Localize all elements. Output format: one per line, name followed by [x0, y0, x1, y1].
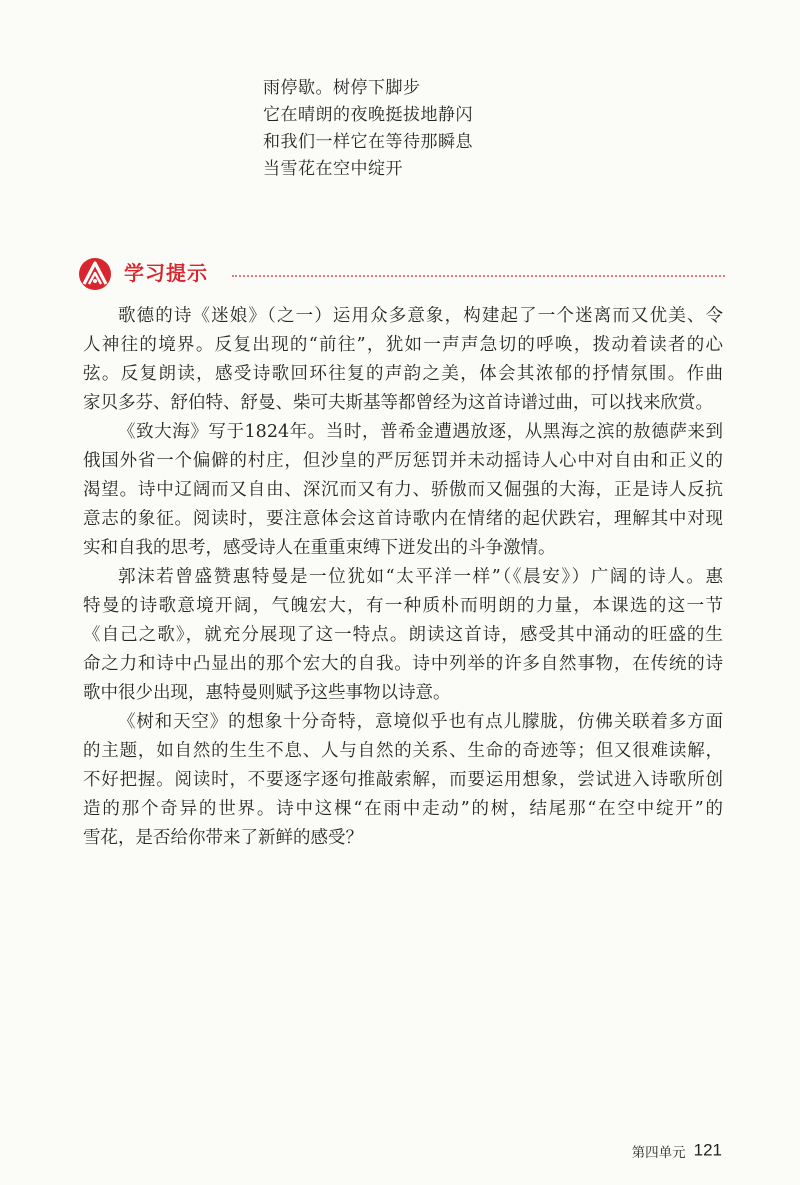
poem-line: 当雪花在空中绽开 [263, 159, 403, 179]
unit-label: 第四单元 [631, 1144, 686, 1161]
text-line: 特曼的诗歌意境开阔，气魄宏大，有一种质朴而明朗的力量，本课选的这一节 [83, 596, 723, 616]
text-line: 俄国外省一个偏僻的村庄，但沙皇的严厉惩罚并未动摇诗人心中对自由和正义的 [83, 451, 723, 471]
section-header [76, 254, 726, 292]
text-line: 郭沫若曾盛赞惠特曼是一位犹如“太平洋一样”（《晨安》）广阔的诗人。惠 [118, 567, 723, 587]
paragraph [83, 418, 723, 563]
text-line: 《致大海》写于1824年。当时，普希金遭遇放逐，从黑海之滨的敖德萨来到 [118, 422, 723, 442]
poem-line: 雨停歇。树停下脚步 [263, 78, 421, 98]
text-line: 家贝多芬、舒伯特、舒曼、柴可夫斯基等都曾经为这首诗谱过曲，可以找来欣赏。 [83, 393, 713, 413]
poem-line: 和我们一样它在等待那瞬息 [263, 132, 473, 152]
text-line: 渴望。诗中辽阔而又自由、深沉而又有力、骄傲而又倔强的大海，正是诗人反抗 [83, 480, 723, 500]
page-footer [632, 1140, 722, 1164]
text-line: 歌中很少出现，惠特曼则赋予这些事物以诗意。 [83, 683, 451, 703]
text-line: 命之力和诗中凸显出的那个宏大的自我。诗中列举的许多自然事物，在传统的诗 [83, 654, 723, 674]
text-line: 雪花，是否给你带来了新鲜的感受？ [83, 828, 363, 848]
text-line: 歌德的诗《迷娘》（之一）运用众多意象，构建起了一个迷离而又优美、令 [118, 306, 723, 326]
text-line: 人神往的境界。反复出现的“前往”，犹如一声声急切的呼唤，拨动着读者的心 [83, 335, 723, 355]
text-line: 实和自我的思考，感受诗人在重重束缚下迸发出的斗争激情。 [83, 538, 556, 558]
poem-excerpt [263, 75, 473, 183]
poem-line: 它在晴朗的夜晚挺拔地静闪 [263, 105, 473, 125]
study-tips-text [83, 302, 723, 853]
text-line: 《树和天空》的想象十分奇特，意境似乎也有点儿朦胧，仿佛关联着多方面 [118, 712, 723, 732]
text-line: 意志的象征。阅读时，要注意体会这首诗歌内在情绪的起伏跌宕，理解其中对现 [83, 509, 723, 529]
text-line: 弦。反复朗读，感受诗歌回环往复的声韵之美，体会其浓郁的抒情氛围。作曲 [83, 364, 723, 384]
page-number: 121 [693, 1140, 722, 1160]
paragraph [83, 708, 723, 853]
dotted-divider [232, 275, 725, 277]
text-line: 不好把握。阅读时，不要逐字逐句推敲索解，而要运用想象，尝试进入诗歌所创 [83, 770, 723, 790]
text-line: 的主题，如自然的生生不息、人与自然的关系、生命的奇迹等；但又很难读解， [83, 741, 723, 761]
paragraph [83, 302, 723, 418]
text-line: 造的那个奇异的世界。诗中这棵“在雨中走动”的树，结尾那“在空中绽开”的 [83, 799, 723, 819]
paragraph [83, 563, 723, 708]
study-tips-icon [76, 254, 114, 292]
text-line: 《自己之歌》，就充分展现了这一特点。朗读这首诗，感受其中涌动的旺盛的生 [83, 625, 723, 645]
section-title: 学习提示 [124, 261, 208, 285]
